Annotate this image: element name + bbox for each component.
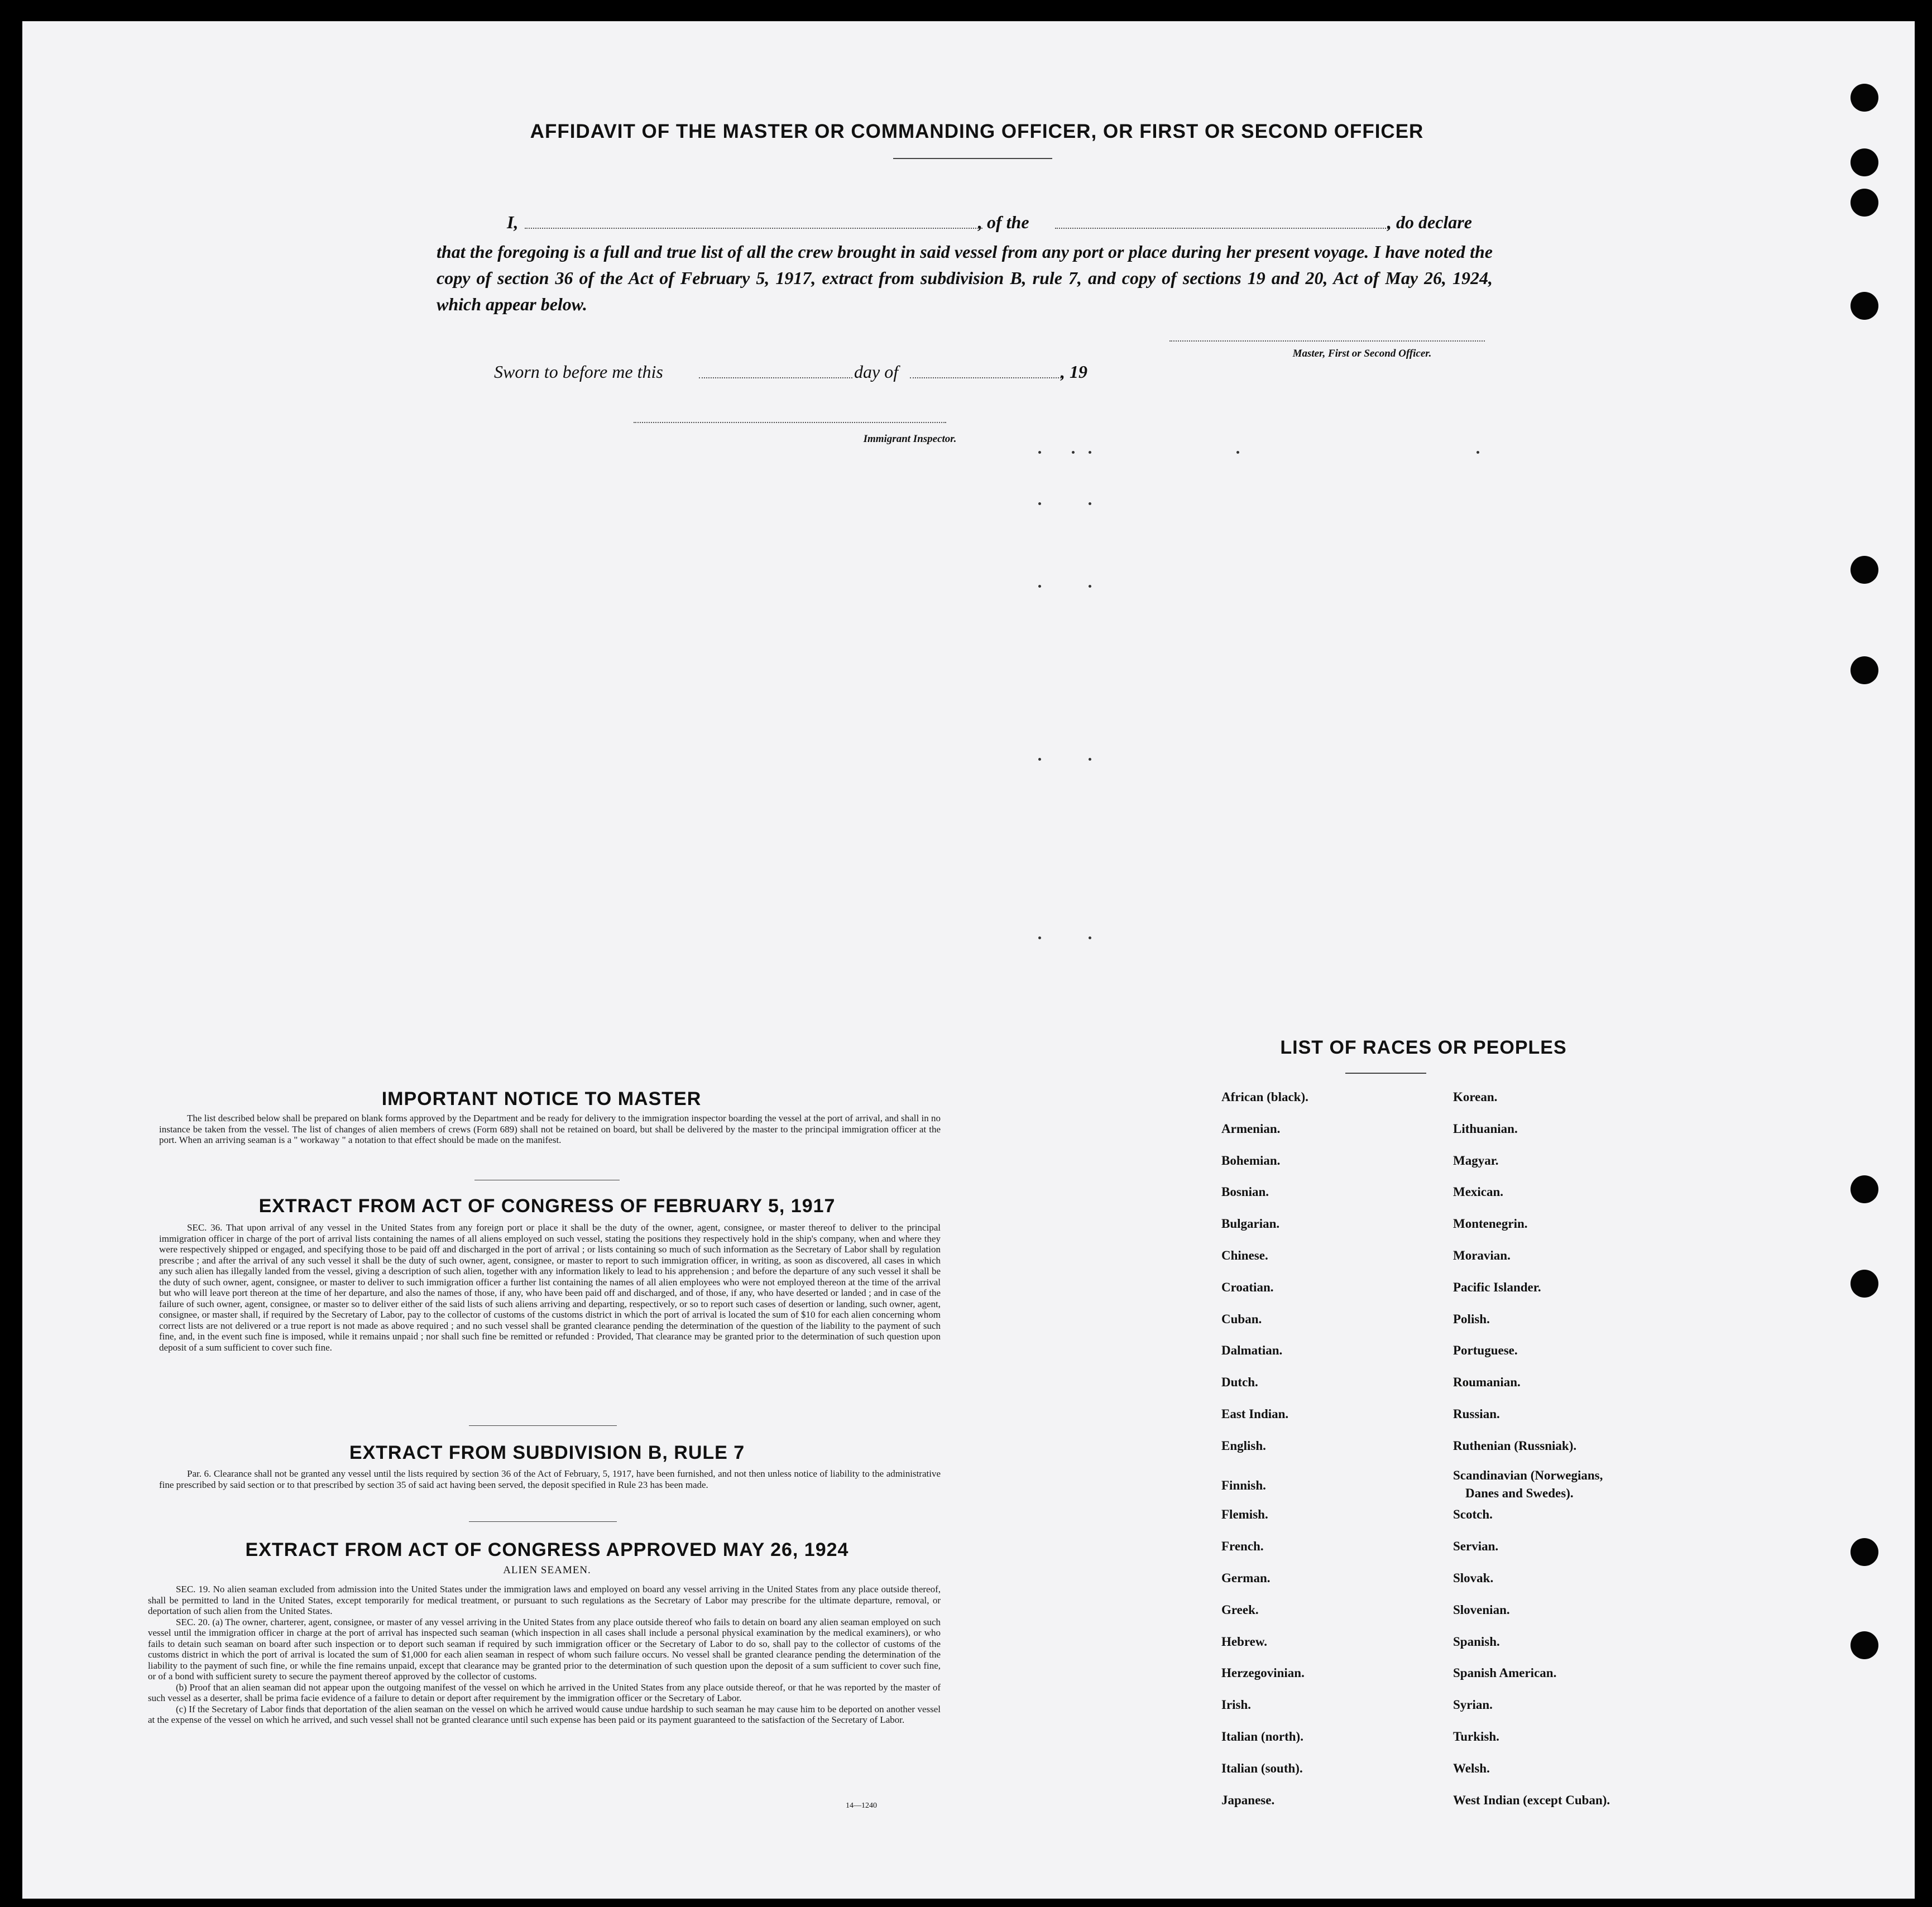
speck	[1038, 585, 1041, 588]
race-item: Greek.	[1221, 1603, 1259, 1617]
speck	[1072, 451, 1075, 454]
sec36-paragraph: SEC. 36. That upon arrival of any vessel in the United States from any foreign port or place it shall be the duty of the owner, agent, consignee, or master thereof to deliver to the principal immigration officer in charge of the port of arrival lists containing the names of all aliens employed on such vessel, stating the positions they respectively hold in the ship's company, when and where they were respectively shipped or engaged, and specifying those to be paid off and discharged in the port of arrival ; or lists containing so much of such information as the Secretary of Labor shall by regulation prescribe ; and after the arrival of any such vessel it shall be the duty of such owner, agent, consignee, or master to report to such immigration officer, in writing, as soon as discovered, all cases in which any such alien has illegally landed from the vessel, giving a description of such alien, together with any information likely to lead to his apprehension ; and before the departure of any such vessel it shall be the duty of such owner, agent, consignee, or master to deliver to such immigration officer a further list containing the names of all alien employees who were not employed thereon at the time of the arrival but who will leave port thereon at the time of her departure, and also the names of those, if any, who have been paid off and discharged, and of those, if any, who have deserted or landed ; and in case of the failure of such owner, agent, consignee, or master so to deliver either of the said lists of such aliens arriving and departing, respectively, or so to report such cases of desertion or landing, such owner, agent, consignee, or master shall, if required by the Secretary of Labor, pay to the collector of customs of the customs district in which the port of arrival is located the sum of $10 for each alien concerning whom correct lists are not delivered or a true report is not made as above required ; and no such vessel shall be granted clearance pending the determination of the question of the liability to the payment of such fine, and, in the event such fine is imposed, while it remains unpaid ; nor shall such fine be remitted or refunded : Provided, That clearance may be granted prior to the determination of such question upon deposit of a sum sufficient to cover such fine.	[159, 1222, 941, 1353]
extract-rule7-title: EXTRACT FROM SUBDIVISION B, RULE 7	[349, 1442, 745, 1463]
race-item: Spanish American.	[1453, 1666, 1557, 1680]
race-item: Chinese.	[1221, 1248, 1268, 1262]
punch-hole	[1850, 148, 1878, 176]
race-item: Scotch.	[1453, 1507, 1493, 1521]
punch-hole	[1850, 1538, 1878, 1566]
notice-title: IMPORTANT NOTICE TO MASTER	[381, 1088, 702, 1109]
race-item: Bohemian.	[1221, 1154, 1281, 1168]
race-item: Italian (north).	[1221, 1730, 1303, 1743]
extract-1924-text	[148, 1584, 941, 1726]
speck	[1089, 936, 1091, 939]
race-item: Moravian.	[1453, 1248, 1511, 1262]
race-item: Portuguese.	[1453, 1343, 1518, 1357]
race-item: Bulgarian.	[1221, 1217, 1280, 1231]
race-item: Japanese.	[1221, 1793, 1275, 1807]
speck	[1038, 451, 1041, 454]
race-item: French.	[1221, 1539, 1264, 1553]
speck	[1089, 758, 1091, 761]
sec20a-paragraph: SEC. 20. (a) The owner, charterer, agent, consignee, or master of any vessel arriving in the United States from any place outside thereof who fails to detain on board any alien seaman employed on such vessel until the immigration officer in charge at the port of arrival has inspected such seaman (which inspection in all cases shall include a personal physical examination by the medical examiners), or who fails to detain such seaman on board after such inspection or to deport such seaman if required by such immigration officer or the Secretary of Labor to do so, shall pay to the collector of customs of the customs district in which the port of arrival is located the sum of $1,000 for each alien seaman in respect of whom such failure occurs. No vessel shall be granted clearance pending the determination of the liability to the payment of such fine, or while the fine remains unpaid, except that clearance may be granted prior to the determination of such question upon the deposit of a sum sufficient to cover such fine, or of a bond with sufficient surety to secure the payment thereof approved by the collector of customs.	[148, 1616, 941, 1682]
extract-1917-text	[159, 1222, 941, 1353]
race-item: Herzegovinian.	[1221, 1666, 1305, 1680]
race-item: Syrian.	[1453, 1698, 1493, 1712]
punch-hole	[1850, 656, 1878, 684]
race-item: Hebrew.	[1221, 1635, 1267, 1649]
extract-1924-title: EXTRACT FROM ACT OF CONGRESS APPROVED MAY 26, 1924	[245, 1539, 849, 1560]
sworn-month-field[interactable]	[910, 377, 1063, 378]
race-item: West Indian (except Cuban).	[1453, 1793, 1610, 1807]
par6-paragraph: Par. 6. Clearance shall not be granted any vessel until the lists required by section 36 of the Act of February, 5, 1917, have been furnished, and not then unless notice of liability to the administrative fine prescribed by said section or to that prescribed by section 35 of said act having been served, the deposit specified in Rule 23 has been made.	[159, 1468, 941, 1490]
extract-1917-title: EXTRACT FROM ACT OF CONGRESS OF FEBRUARY 5, 1917	[258, 1195, 836, 1217]
race-item: Scandinavian (Norwegians,	[1453, 1468, 1603, 1482]
races-title: LIST OF RACES OR PEOPLES	[1280, 1037, 1567, 1058]
sec19-paragraph: SEC. 19. No alien seaman excluded from admission into the United States under the immigration laws and employed on board any vessel arriving in the United States from any place outside thereof, shall be permitted to land in the United States, except temporarily for medical treatment, or pursuant to such regulations as the Secretary of Labor may prescribe for the ultimate departure, removal, or deportation of such alien from the United States.	[148, 1584, 941, 1616]
title-underline	[893, 158, 1052, 159]
race-item-continuation: Danes and Swedes).	[1465, 1486, 1574, 1500]
speck	[1038, 502, 1041, 505]
notice-text	[159, 1113, 941, 1146]
race-item: Italian (south).	[1221, 1761, 1303, 1775]
race-item: Magyar.	[1453, 1154, 1499, 1168]
decl-do-declare: , do declare	[1387, 212, 1472, 232]
notice-paragraph: The list described below shall be prepared on blank forms approved by the Department and be ready for delivery to the immigration inspector boarding the vessel at the port of arrival, and shall in no instance be taken from the vessel. The list of changes of alien members of crews (Form 689) shall not be retained on board, but shall be delivered by the master to the principal immigration officer at the port. When an arriving seaman is a " workaway " a notation to that effect should be made on the manifest.	[159, 1113, 941, 1145]
race-item: Welsh.	[1453, 1761, 1490, 1775]
race-item: Montenegrin.	[1453, 1217, 1528, 1231]
sworn-day-field[interactable]	[699, 377, 852, 378]
race-item: Dalmatian.	[1221, 1343, 1283, 1357]
punch-hole	[1850, 556, 1878, 584]
race-item: Bosnian.	[1221, 1185, 1269, 1199]
races-title-underline	[1345, 1073, 1426, 1074]
decl-of-the: , of the	[978, 212, 1029, 232]
alien-seamen-subtitle: ALIEN SEAMEN.	[503, 1564, 591, 1576]
speck	[1476, 451, 1479, 454]
divider	[469, 1425, 617, 1426]
divider	[469, 1521, 617, 1522]
race-item: Russian.	[1453, 1407, 1500, 1421]
sec20c-paragraph: (c) If the Secretary of Labor finds that deportation of the alien seaman on the vessel on which he arrived would cause undue hardship to such seaman he may cause him to be deported on another vessel at the expense of the vessel on which he arrived, and such vessel shall not be granted clearance until such expense has been paid or its payment guaranteed to the satisfaction of the Secretary of Labor.	[148, 1703, 941, 1725]
race-item: Finnish.	[1221, 1478, 1266, 1492]
race-item: Mexican.	[1453, 1185, 1504, 1199]
affidavit-title: AFFIDAVIT OF THE MASTER OR COMMANDING OFFICER, OR FIRST OR SECOND OFFICER	[530, 121, 1424, 142]
punch-hole	[1850, 189, 1878, 217]
race-item: East Indian.	[1221, 1407, 1289, 1421]
punch-hole	[1850, 84, 1878, 112]
race-item: Dutch.	[1221, 1375, 1258, 1389]
sworn-day-of: day of	[854, 362, 899, 382]
speck	[1236, 451, 1239, 454]
race-item: English.	[1221, 1439, 1266, 1453]
race-item: Ruthenian (Russniak).	[1453, 1439, 1577, 1453]
inspector-signature-field[interactable]	[634, 422, 946, 423]
race-item: Turkish.	[1453, 1730, 1499, 1743]
punch-hole	[1850, 1175, 1878, 1203]
form-number: 14—1240	[846, 1802, 877, 1810]
race-item: Armenian.	[1221, 1122, 1281, 1136]
decl-i: I,	[507, 212, 519, 232]
race-item: German.	[1221, 1571, 1271, 1585]
speck	[1089, 502, 1091, 505]
race-item: Cuban.	[1221, 1312, 1262, 1326]
sworn-prefix: Sworn to before me this	[494, 362, 663, 382]
punch-hole	[1850, 1631, 1878, 1659]
inspector-label: Immigrant Inspector.	[863, 433, 957, 445]
race-item: Lithuanian.	[1453, 1122, 1518, 1136]
race-item: Flemish.	[1221, 1507, 1268, 1521]
speck	[1038, 758, 1041, 761]
vessel-name-field[interactable]	[1055, 228, 1390, 229]
race-item: Slovak.	[1453, 1571, 1494, 1585]
speck	[1089, 451, 1091, 454]
master-signature-field[interactable]	[1169, 340, 1485, 342]
race-item: Croatian.	[1221, 1280, 1274, 1294]
master-label: Master, First or Second Officer.	[1292, 348, 1432, 359]
form-sheet	[22, 21, 1915, 1899]
race-item: Servian.	[1453, 1539, 1499, 1553]
extract-rule7-text	[159, 1468, 941, 1490]
race-item: Irish.	[1221, 1698, 1252, 1712]
race-item: Roumanian.	[1453, 1375, 1521, 1389]
race-item: Polish.	[1453, 1312, 1490, 1326]
speck	[1089, 585, 1091, 588]
race-item: African (black).	[1221, 1090, 1308, 1104]
declaration-text: that the foregoing is a full and true list of all the crew brought in said vessel from any port or place during her present voyage. I have noted the copy of section 36 of the Act of February 5, 1917, extract from subdivision B, rule 7, and copy of sections 19 and 20, Act of May 26, 1924, which appear below.	[437, 242, 1493, 314]
race-item: Spanish.	[1453, 1635, 1500, 1649]
speck	[1038, 936, 1041, 939]
race-item: Slovenian.	[1453, 1603, 1510, 1617]
race-item: Pacific Islander.	[1453, 1280, 1541, 1294]
race-item: Korean.	[1453, 1090, 1498, 1104]
sec20b-paragraph: (b) Proof that an alien seaman did not appear upon the outgoing manifest of the vessel on which he arrived in the United States from any place outside thereof, or that he was reported by the master of such vessel as a deserter, shall be prima facie evidence of a failure to detain or deport after requirement by the immigration officer or the Secretary of Labor.	[148, 1682, 941, 1703]
punch-hole	[1850, 1270, 1878, 1298]
punch-hole	[1850, 292, 1878, 320]
officer-name-field[interactable]	[525, 228, 982, 229]
sworn-year: , 19	[1061, 362, 1087, 382]
